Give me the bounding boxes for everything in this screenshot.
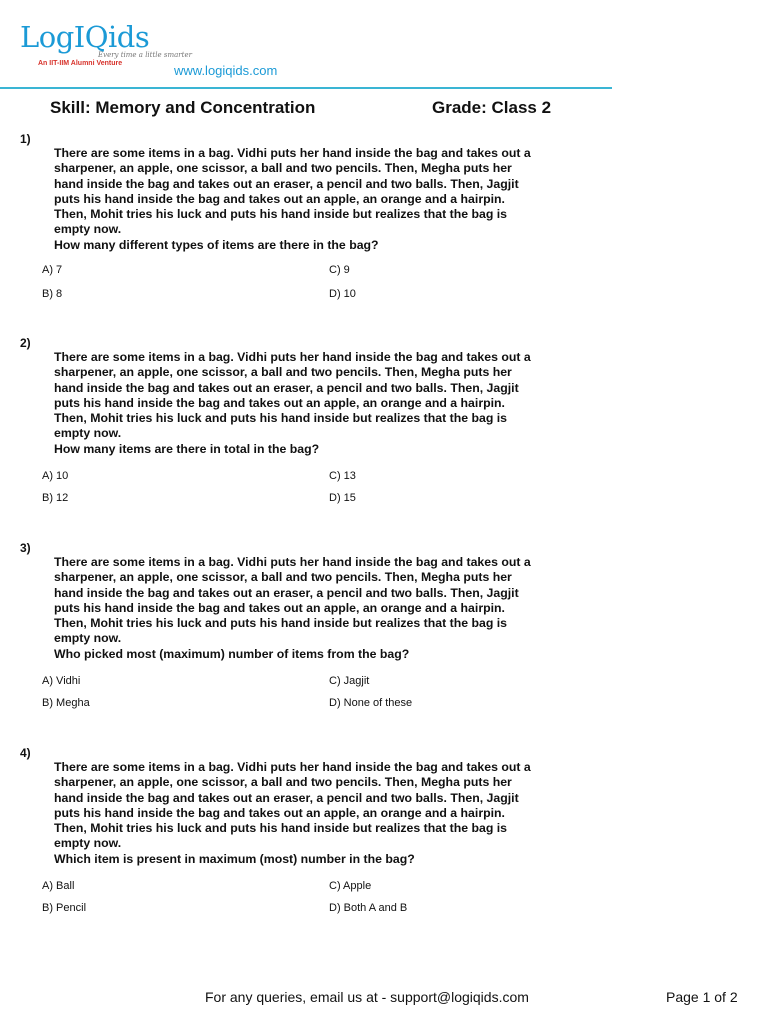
question-line: There are some items in a bag. Vidhi puts her hand inside the bag and takes out a [54,555,531,569]
grade-title: Grade: Class 2 [432,98,552,117]
option-c: C) Jagjit [329,675,370,687]
option-a: A) 10 [42,470,69,482]
question-line: empty now. [54,631,122,646]
question-line: Who picked most (maximum) number of items from the bag? [54,646,410,661]
question-line: puts his hand inside the bag and takes out an apple, an orange and a hairpin. [54,805,505,820]
header-divider [0,87,612,89]
question-line: Then, Mohit tries his luck and puts his hand inside but realizes that the bag is [54,821,507,836]
option-b: B) Megha [42,697,90,709]
logo-wordmark: LogIQids [20,20,150,54]
logo-tagline: Every time a little smarter [98,51,192,59]
option-a: A) Vidhi [42,675,81,687]
logiqids-logo [20,20,192,70]
logo-venture-text: An IIT-IIM Alumni Venture [38,60,123,67]
question-line: Which item is present in maximum (most) number in the bag? [54,851,415,866]
website-link[interactable]: www.logiqids.com [174,63,278,78]
question-line: There are some items in a bag. Vidhi puts her hand inside the bag and takes out a [54,146,531,160]
footer-contact: For any queries, email us at - support@logiqids.com [205,989,529,1005]
question-line: empty now. [54,222,122,237]
question-line: hand inside the bag and takes out an eraser, a pencil and two balls. Then, Jagjit [54,380,519,395]
question-line: There are some items in a bag. Vidhi puts her hand inside the bag and takes out a [54,760,531,774]
option-b: B) 12 [42,492,69,504]
question-line: Then, Mohit tries his luck and puts his hand inside but realizes that the bag is [54,616,507,631]
question-line: empty now. [54,836,122,851]
option-d: D) Both A and B [329,902,408,914]
question-line: hand inside the bag and takes out an eraser, a pencil and two balls. Then, Jagjit [54,176,519,191]
question-text [54,350,599,457]
option-d: D) 15 [329,492,356,504]
option-c: C) 13 [329,470,356,482]
skill-title: Skill: Memory and Concentration [50,98,316,117]
question-line: sharpener, an apple, one scissor, a ball and two pencils. Then, Megha puts her [54,161,512,176]
question-line: puts his hand inside the bag and takes out an apple, an orange and a hairpin. [54,600,505,615]
question-line: How many different types of items are there in the bag? [54,237,379,252]
question-text [54,760,599,867]
question-line: Then, Mohit tries his luck and puts his hand inside but realizes that the bag is [54,207,507,222]
question-number: 2) [20,336,31,350]
option-b: B) Pencil [42,902,87,914]
question-line: empty now. [54,426,122,441]
question-line: hand inside the bag and takes out an eraser, a pencil and two balls. Then, Jagjit [54,585,519,600]
option-d: D) 10 [329,288,356,300]
option-d: D) None of these [329,697,413,709]
page-indicator: Page 1 of 2 [666,989,738,1005]
question-text [54,555,599,662]
question-line: hand inside the bag and takes out an eraser, a pencil and two balls. Then, Jagjit [54,790,519,805]
option-c: C) 9 [329,264,350,276]
question-line: There are some items in a bag. Vidhi puts her hand inside the bag and takes out a [54,350,531,364]
question-line: sharpener, an apple, one scissor, a ball and two pencils. Then, Megha puts her [54,570,512,585]
question-text [54,146,599,253]
question-number: 1) [20,132,31,146]
question-line: puts his hand inside the bag and takes out an apple, an orange and a hairpin. [54,191,505,206]
question-line: sharpener, an apple, one scissor, a ball and two pencils. Then, Megha puts her [54,365,512,380]
option-a: A) 7 [42,264,63,276]
question-line: sharpener, an apple, one scissor, a ball and two pencils. Then, Megha puts her [54,775,512,790]
option-c: C) Apple [329,880,372,892]
question-line: How many items are there in total in the bag? [54,441,320,456]
option-a: A) Ball [42,880,75,892]
question-line: puts his hand inside the bag and takes out an apple, an orange and a hairpin. [54,395,505,410]
question-number: 4) [20,746,31,760]
question-line: Then, Mohit tries his luck and puts his hand inside but realizes that the bag is [54,411,507,426]
option-b: B) 8 [42,288,63,300]
question-number: 3) [20,541,31,555]
